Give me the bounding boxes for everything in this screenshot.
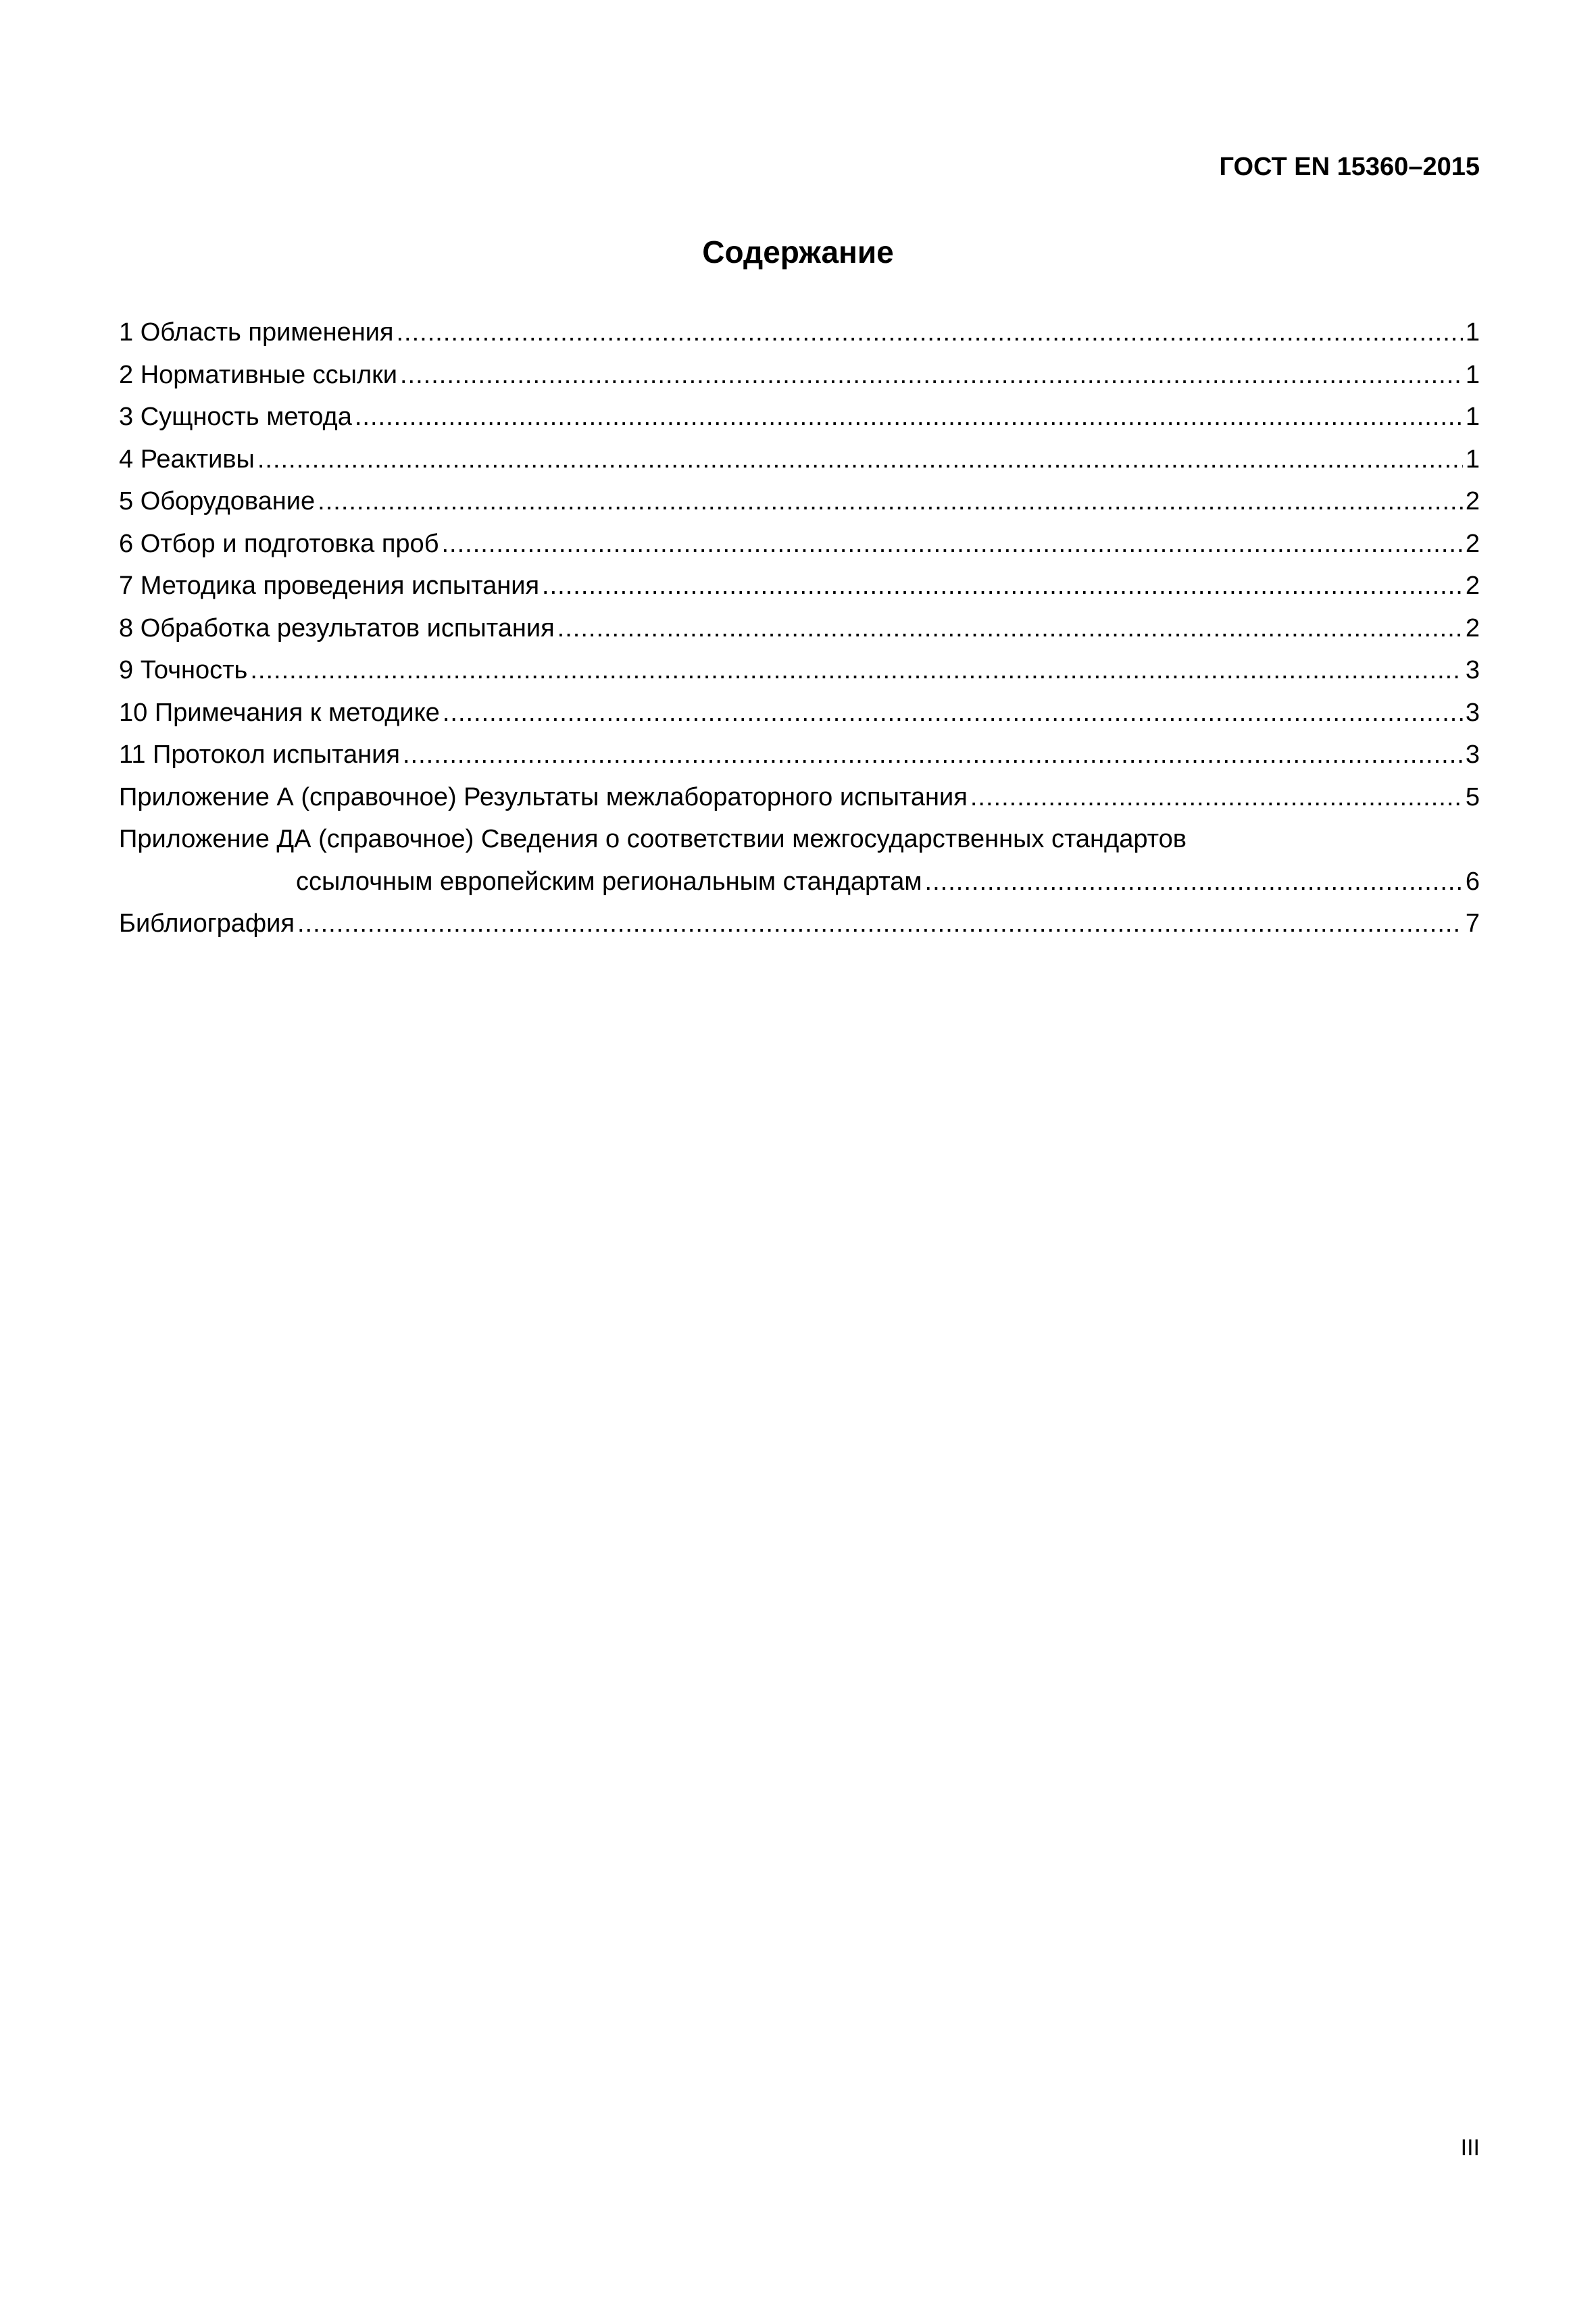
toc-entry-page: 2 [1465, 529, 1480, 558]
toc-entry-text: Приложение ДА (справочное) Сведения о соответствии межгосударственных стандартов [119, 825, 1187, 853]
toc-entry-page: 2 [1465, 487, 1480, 515]
toc-entry-text: 3 Сущность метода [119, 403, 352, 431]
dot-leader [250, 649, 1463, 692]
toc-entry-text: 11 Протокол испытания [119, 740, 400, 769]
toc-entry-page: 3 [1465, 698, 1480, 727]
toc-entry-page: 6 [1465, 867, 1480, 896]
dot-leader [318, 480, 1463, 523]
page-number: III [1460, 2135, 1480, 2161]
toc-entry-page: 1 [1465, 360, 1480, 389]
dot-leader [542, 565, 1463, 607]
toc-entry-text: 2 Нормативные ссылки [119, 360, 397, 389]
toc-title: Содержание [702, 234, 894, 270]
dot-leader [297, 903, 1463, 945]
dot-leader [257, 438, 1463, 481]
dot-leader [925, 861, 1463, 903]
toc-entry-annex-a[interactable] [119, 776, 1480, 819]
table-of-contents [119, 311, 1480, 945]
dot-leader [443, 692, 1463, 734]
toc-entry-1[interactable] [119, 311, 1480, 354]
dot-leader [441, 523, 1462, 565]
toc-entry-text: Приложение А (справочное) Результаты межлабораторного испытания [119, 782, 968, 811]
toc-entry-text: 5 Оборудование [119, 487, 316, 515]
toc-entry-page: 1 [1465, 445, 1480, 474]
toc-entry-page: 2 [1465, 613, 1480, 643]
toc-entry-text: 6 Отбор и подготовка проб [119, 529, 439, 558]
document-code: ГОСТ EN 15360–2015 [1219, 153, 1480, 181]
toc-entry-8[interactable] [119, 607, 1480, 650]
toc-entry-text-continued: ссылочным европейским региональным стандартам [296, 867, 922, 896]
toc-entry-bibliography[interactable] [119, 903, 1480, 945]
toc-entry-4[interactable] [119, 438, 1480, 481]
toc-entry-page: 1 [1465, 318, 1480, 347]
dot-leader [355, 396, 1463, 438]
toc-entry-11[interactable] [119, 734, 1480, 776]
dot-leader [557, 607, 1463, 650]
toc-entry-text: 8 Обработка результатов испытания [119, 613, 555, 643]
toc-entry-text: 10 Примечания к методике [119, 698, 440, 727]
toc-entry-text: Библиография [119, 909, 295, 938]
toc-entry-annex-da[interactable] [119, 818, 1480, 903]
toc-entry-2[interactable] [119, 354, 1480, 397]
toc-entry-page: 3 [1465, 656, 1480, 684]
toc-entry-page: 1 [1465, 403, 1480, 431]
toc-entry-7[interactable] [119, 565, 1480, 607]
toc-entry-page: 7 [1465, 909, 1480, 938]
toc-entry-page: 3 [1465, 740, 1480, 769]
toc-entry-3[interactable] [119, 396, 1480, 438]
dot-leader [970, 776, 1463, 819]
dot-leader [403, 734, 1463, 776]
toc-entry-9[interactable] [119, 649, 1480, 692]
dot-leader [400, 354, 1463, 397]
toc-entry-text: 7 Методика проведения испытания [119, 572, 540, 600]
toc-entry-page: 5 [1465, 782, 1480, 811]
toc-entry-text: 4 Реактивы [119, 445, 255, 474]
dot-leader [396, 311, 1462, 354]
toc-entry-text: 9 Точность [119, 656, 248, 684]
toc-entry-10[interactable] [119, 692, 1480, 734]
toc-entry-page: 2 [1465, 572, 1480, 600]
toc-entry-text: 1 Область применения [119, 318, 394, 347]
toc-entry-6[interactable] [119, 523, 1480, 565]
toc-entry-5[interactable] [119, 480, 1480, 523]
